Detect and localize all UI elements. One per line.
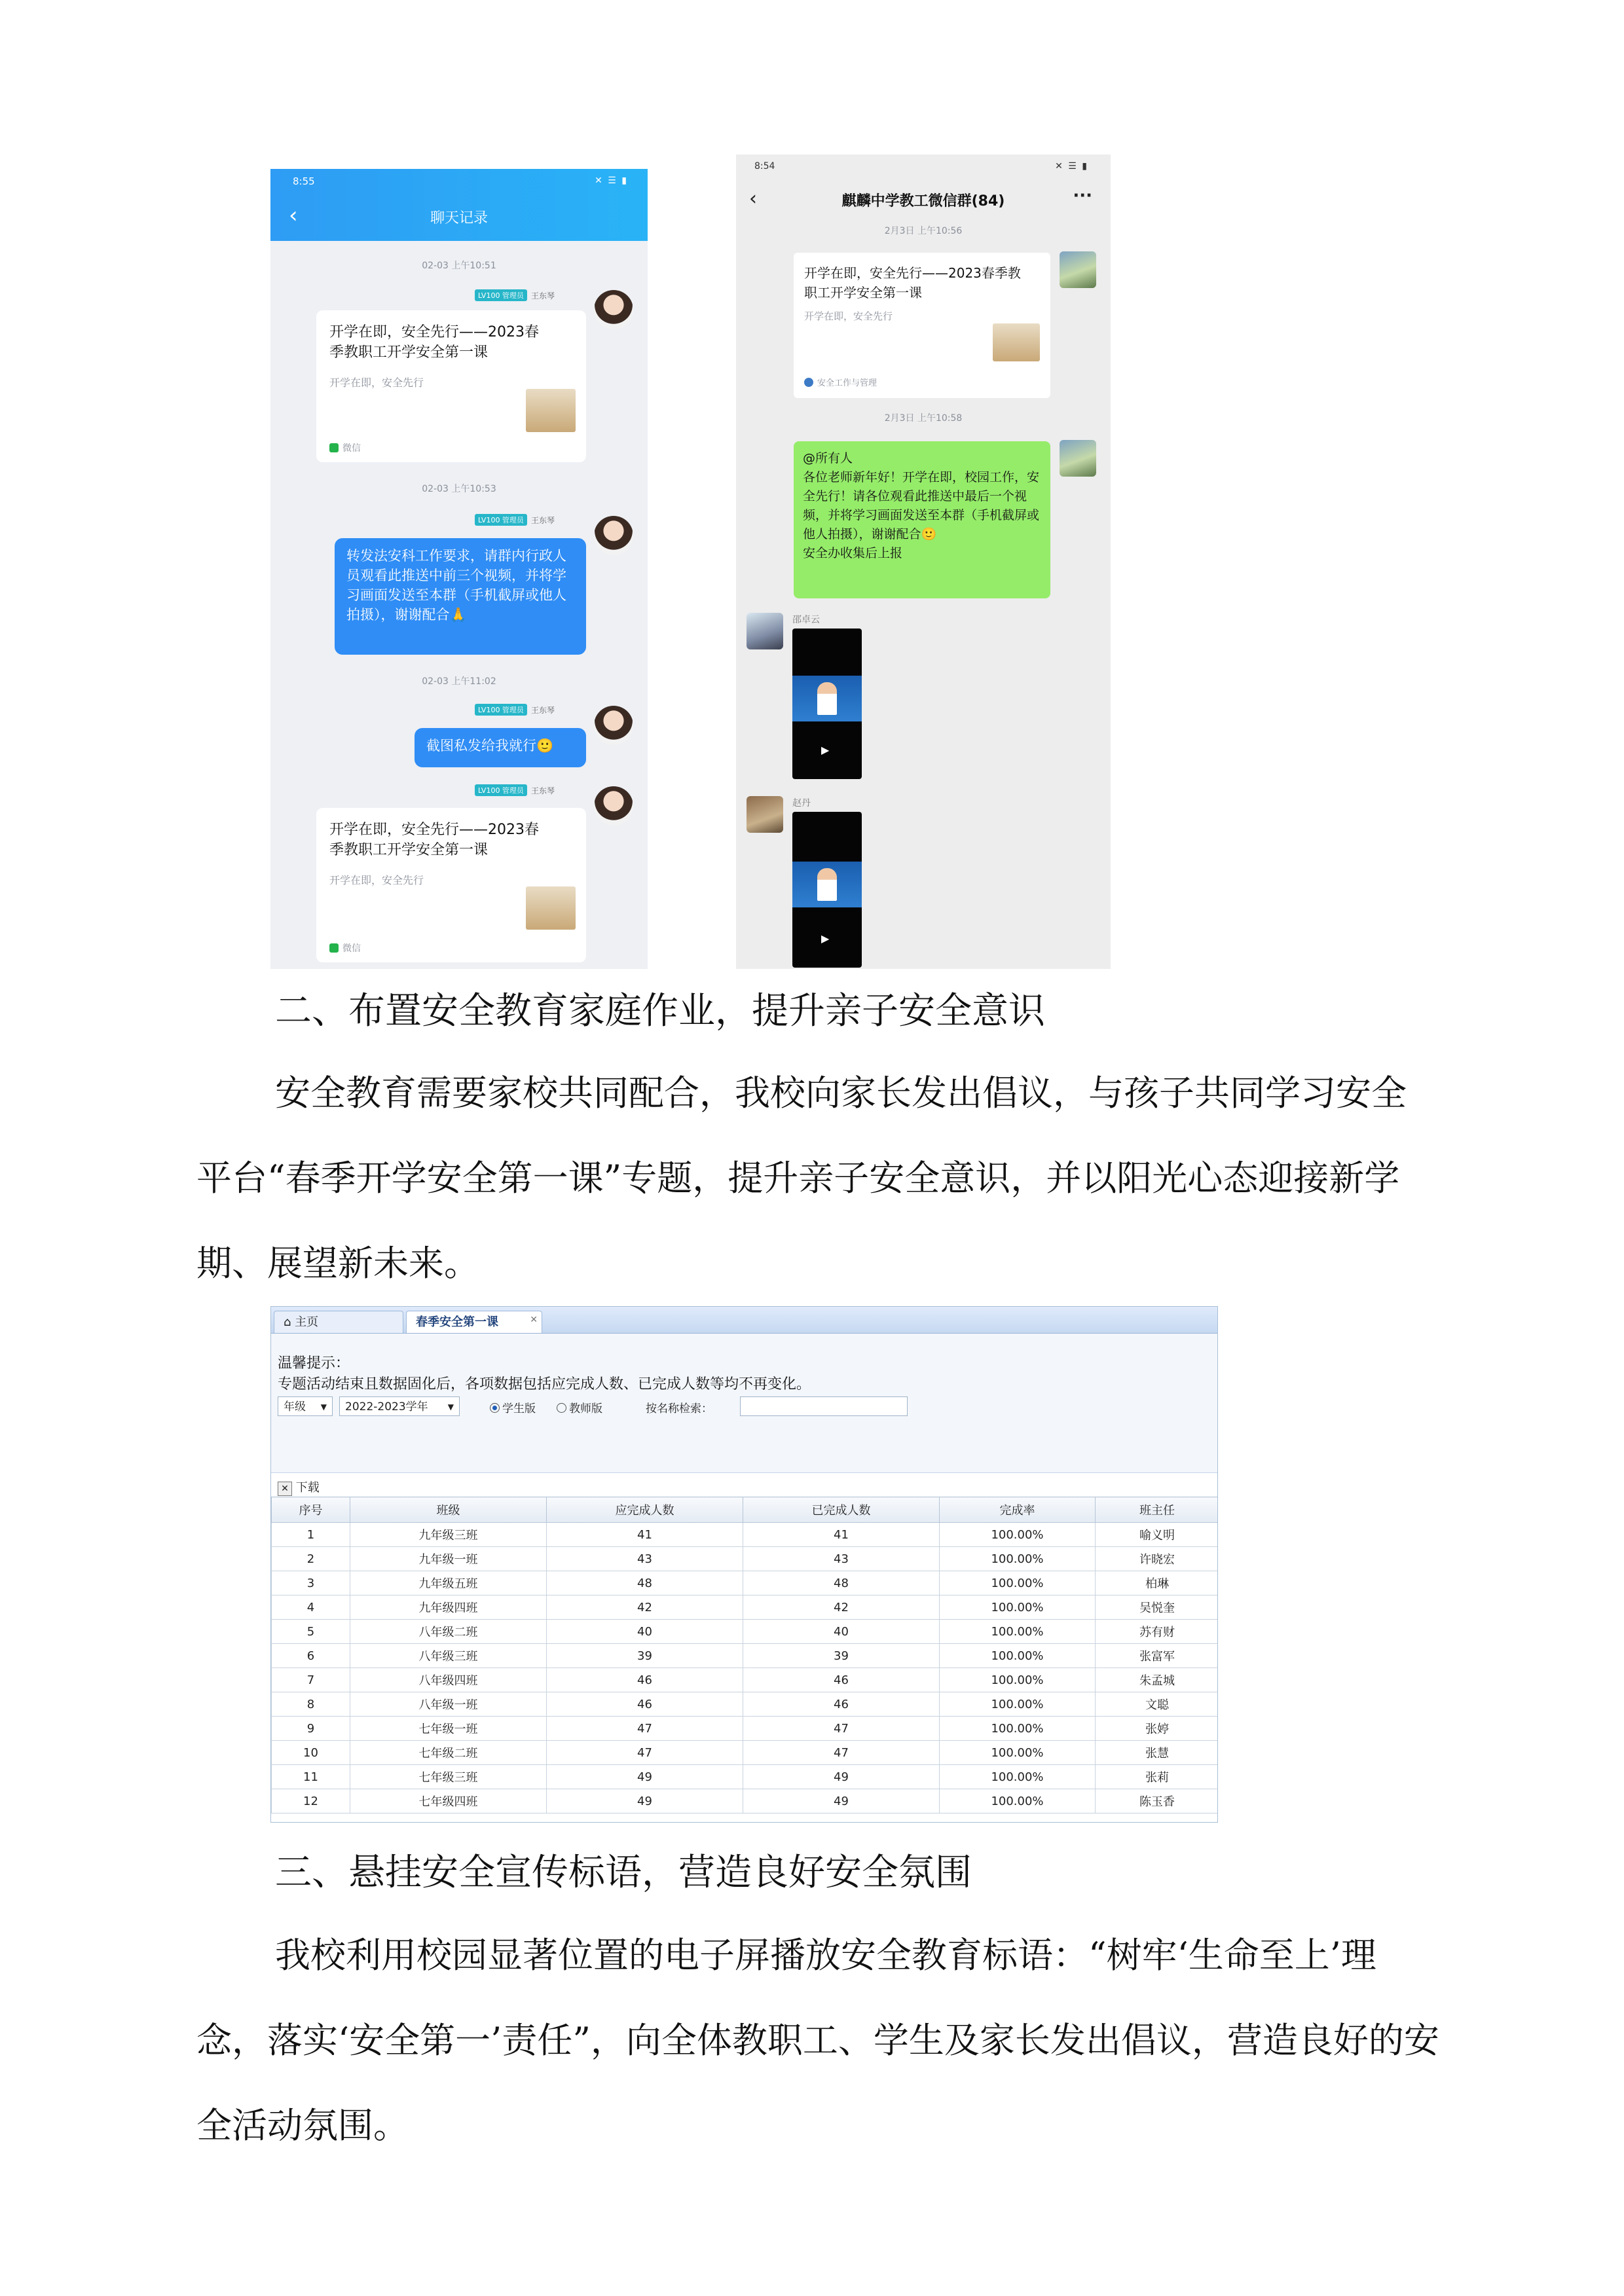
section-heading: 三、悬挂安全宣传标语，营造良好安全氛围 [275, 1851, 972, 1894]
status-icons: ✕ ☰ ▮ [1055, 161, 1088, 172]
table-cell: 苏有财 [1096, 1620, 1219, 1644]
column-header[interactable]: 班主任 [1096, 1497, 1219, 1523]
video-message[interactable] [792, 812, 862, 968]
download-icon: ✕ [278, 1482, 292, 1496]
table-row [272, 1644, 1219, 1668]
table-cell: 八年级二班 [350, 1620, 547, 1644]
text-message[interactable]: 转发法安科工作要求，请群内行政人员观看此推送中前三个视频，并将学习画面发送至本群（手机截屏或他人拍摄），谢谢配合🙏 [335, 538, 586, 655]
more-options-icon[interactable]: ··· [1073, 186, 1092, 206]
announcement-message[interactable]: @所有人 各位老师新年好！开学在即，校园工作，安全先行！请各位观看此推送中最后一个视频，并将学习画面发送至本群（手机截屏或他人拍摄），谢谢配合🙂 安全办收集后上报 [794, 441, 1050, 598]
column-header[interactable]: 应完成人数 [547, 1497, 743, 1523]
table-cell: 12 [272, 1789, 350, 1813]
table-cell: 43 [547, 1547, 743, 1571]
table-cell: 47 [547, 1717, 743, 1741]
table-cell: 100.00% [940, 1644, 1096, 1668]
sender-avatar[interactable] [594, 290, 633, 329]
table-cell: 喻义明 [1096, 1523, 1219, 1547]
video-message[interactable] [792, 629, 862, 779]
table-row [272, 1789, 1219, 1813]
video-presenter [817, 682, 837, 715]
message-timestamp: 02-03 上午10:51 [422, 261, 496, 271]
text-message[interactable]: 截图私发给我就行🙂 [415, 728, 586, 767]
article-card[interactable] [316, 808, 586, 962]
wechat-icon [329, 943, 339, 953]
card-thumbnail [526, 886, 576, 930]
school-year-value: 2022-2023学年 [345, 1400, 428, 1413]
table-cell: 100.00% [940, 1595, 1096, 1620]
card-thumbnail [993, 323, 1040, 361]
table-cell: 张莉 [1096, 1765, 1219, 1789]
table-cell: 49 [547, 1789, 743, 1813]
tip-text: 专题活动结束且数据固化后，各项数据包括应完成人数、已完成人数等均不再变化。 [278, 1376, 811, 1393]
table-header-row [272, 1497, 1219, 1523]
level-badge: LV100 管理员 [475, 514, 527, 526]
status-time: 8:55 [293, 175, 315, 187]
table-cell: 10 [272, 1741, 350, 1765]
table-cell: 八年级三班 [350, 1644, 547, 1668]
table-cell: 100.00% [940, 1717, 1096, 1741]
chevron-down-icon: ▼ [447, 1402, 454, 1412]
radio-unselected-icon [557, 1403, 566, 1413]
table-cell: 100.00% [940, 1547, 1096, 1571]
statistics-system-screenshot [270, 1306, 1218, 1823]
table-cell: 48 [547, 1571, 743, 1595]
table-cell: 4 [272, 1595, 350, 1620]
table-cell: 朱孟城 [1096, 1668, 1219, 1692]
table-row [272, 1717, 1219, 1741]
message-timestamp: 02-03 上午11:02 [422, 676, 496, 687]
close-tab-icon[interactable]: ✕ [530, 1315, 538, 1325]
table-row [272, 1547, 1219, 1571]
table-cell: 八年级四班 [350, 1668, 547, 1692]
table-row [272, 1620, 1219, 1644]
sender-avatar[interactable] [594, 786, 633, 826]
chat-history-header [270, 169, 648, 241]
table-cell: 100.00% [940, 1789, 1096, 1813]
sender-name: 王东琴 [530, 291, 555, 301]
card-title: 开学在即，安全先行——2023春季教职工开学安全第一课 [329, 324, 539, 361]
table-row [272, 1765, 1219, 1789]
tab-bar [271, 1307, 1217, 1334]
table-cell: 柏琳 [1096, 1571, 1219, 1595]
table-row [272, 1741, 1219, 1765]
table-cell: 七年级二班 [350, 1741, 547, 1765]
radio-teacher[interactable] [557, 1399, 602, 1415]
school-year-select[interactable] [339, 1396, 460, 1416]
table-cell: 文聪 [1096, 1692, 1219, 1717]
filter-panel [271, 1334, 1217, 1473]
table-cell: 46 [743, 1668, 940, 1692]
card-title: 开学在即，安全先行——2023春季教职工开学安全第一课 [329, 822, 539, 858]
table-cell: 46 [743, 1692, 940, 1717]
table-cell: 100.00% [940, 1523, 1096, 1547]
status-icons: ✕ ☰ ▮ [595, 175, 628, 186]
sender-name: 赵丹 [792, 798, 811, 809]
sender-avatar[interactable] [594, 516, 633, 555]
card-subtitle: 开学在即，安全先行 [329, 874, 424, 886]
grade-select[interactable] [278, 1396, 333, 1416]
table-row [272, 1595, 1219, 1620]
column-header[interactable]: 序号 [272, 1497, 350, 1523]
tab-active-label: 春季安全第一课 [416, 1315, 498, 1329]
card-subtitle: 开学在即，安全先行 [804, 310, 893, 322]
table-cell: 39 [547, 1644, 743, 1668]
table-cell: 48 [743, 1571, 940, 1595]
table-cell: 42 [743, 1595, 940, 1620]
table-cell: 3 [272, 1571, 350, 1595]
article-card[interactable] [794, 253, 1050, 398]
table-cell: 张慧 [1096, 1741, 1219, 1765]
table-body [272, 1523, 1219, 1813]
sender-meta [475, 784, 555, 796]
level-badge: LV100 管理员 [475, 704, 527, 716]
table-cell: 41 [743, 1523, 940, 1547]
card-subtitle: 开学在即，安全先行 [329, 376, 424, 389]
table-cell: 41 [547, 1523, 743, 1547]
table-cell: 100.00% [940, 1620, 1096, 1644]
table-cell: 九年级三班 [350, 1523, 547, 1547]
completion-table [271, 1497, 1218, 1813]
sender-meta [475, 514, 555, 526]
table-cell: 七年级三班 [350, 1765, 547, 1789]
table-cell: 九年级四班 [350, 1595, 547, 1620]
table-cell: 100.00% [940, 1571, 1096, 1595]
chat-history-screenshot [270, 169, 648, 969]
radio-student[interactable] [490, 1399, 536, 1415]
table-cell: 49 [547, 1765, 743, 1789]
sender-name: 王东琴 [530, 786, 555, 795]
download-button[interactable] [278, 1478, 320, 1496]
table-cell: 八年级一班 [350, 1692, 547, 1717]
back-arrow-icon[interactable]: ‹ [749, 187, 757, 210]
group-chat-screenshot [736, 155, 1111, 969]
sender-meta [475, 704, 555, 716]
sender-avatar[interactable] [1060, 440, 1096, 477]
table-cell: 七年级四班 [350, 1789, 547, 1813]
table-row [272, 1523, 1219, 1547]
chevron-down-icon: ▼ [320, 1402, 327, 1412]
table-cell: 九年级五班 [350, 1571, 547, 1595]
radio-teacher-label: 教师版 [569, 1402, 602, 1415]
level-badge: LV100 管理员 [475, 784, 527, 796]
card-source [329, 441, 361, 454]
level-badge: LV100 管理员 [475, 289, 527, 301]
card-title: 开学在即，安全先行——2023春季教职工开学安全第一课 [804, 265, 1021, 301]
sender-avatar[interactable] [1060, 251, 1096, 288]
status-time: 8:54 [754, 161, 775, 172]
sender-avatar[interactable] [594, 706, 633, 745]
message-timestamp: 02-03 上午10:53 [422, 484, 496, 494]
article-card[interactable] [316, 310, 586, 462]
table-cell: 42 [547, 1595, 743, 1620]
tip-title: 温馨提示： [278, 1355, 350, 1372]
table-cell: 1 [272, 1523, 350, 1547]
column-header[interactable]: 完成率 [940, 1497, 1096, 1523]
message-timestamp: 2月3日 上午10:56 [884, 226, 963, 236]
column-header[interactable]: 已完成人数 [743, 1497, 940, 1523]
table-cell: 张富军 [1096, 1644, 1219, 1668]
sender-name: 王东琴 [530, 705, 555, 715]
section-paragraph: 安全教育需要家校共同配合，我校向家长发出倡议，与孩子共同学习安全平台“春季开学安全第一课”专题，提升亲子安全意识，并以阳光心态迎接新学期、展望新未来。 [196, 1072, 1407, 1284]
wechat-icon [329, 443, 339, 452]
search-input[interactable] [740, 1396, 908, 1416]
table-cell: 40 [547, 1620, 743, 1644]
table-cell: 张婷 [1096, 1717, 1219, 1741]
card-source [329, 941, 361, 955]
radio-student-label: 学生版 [502, 1402, 536, 1415]
sender-meta [475, 289, 555, 301]
table-cell: 40 [743, 1620, 940, 1644]
table-cell: 2 [272, 1547, 350, 1571]
tab-home[interactable] [274, 1311, 403, 1333]
table-cell: 46 [547, 1692, 743, 1717]
tab-home-label: 主页 [295, 1315, 319, 1329]
search-label: 按名称检索： [646, 1402, 712, 1415]
play-icon[interactable]: ▶ [821, 744, 830, 756]
chat-history-title: 聊天记录 [430, 210, 488, 227]
table-cell: 7 [272, 1668, 350, 1692]
column-header[interactable]: 班级 [350, 1497, 547, 1523]
table-cell: 46 [547, 1668, 743, 1692]
sender-name: 邵卓云 [792, 615, 820, 625]
play-icon[interactable]: ▶ [821, 932, 830, 945]
card-source-label: 微信 [342, 443, 361, 454]
table-cell: 11 [272, 1765, 350, 1789]
table-cell: 47 [547, 1741, 743, 1765]
card-source-label: 安全工作与管理 [817, 378, 877, 388]
table-cell: 100.00% [940, 1692, 1096, 1717]
card-source-label: 微信 [342, 943, 361, 954]
section-heading: 二、布置安全教育家庭作业，提升亲子安全意识 [275, 990, 1045, 1032]
official-account-icon [804, 378, 813, 387]
card-source [804, 376, 877, 388]
table-cell: 49 [743, 1789, 940, 1813]
table-row [272, 1692, 1219, 1717]
message-timestamp: 2月3日 上午10:58 [884, 413, 963, 424]
table-cell: 39 [743, 1644, 940, 1668]
table-cell: 6 [272, 1644, 350, 1668]
table-cell: 九年级一班 [350, 1547, 547, 1571]
download-label: 下载 [295, 1481, 320, 1495]
grade-select-value: 年级 [284, 1400, 306, 1413]
table-cell: 100.00% [940, 1741, 1096, 1765]
card-thumbnail [526, 389, 576, 432]
table-cell: 47 [743, 1717, 940, 1741]
table-cell: 47 [743, 1741, 940, 1765]
video-presenter [817, 868, 837, 901]
tab-spring-safety[interactable] [406, 1311, 542, 1333]
sender-avatar[interactable] [747, 796, 783, 833]
table-cell: 许晓宏 [1096, 1547, 1219, 1571]
table-cell: 100.00% [940, 1668, 1096, 1692]
table-cell: 43 [743, 1547, 940, 1571]
sender-name: 王东琴 [530, 515, 555, 525]
table-cell: 吴悦奎 [1096, 1595, 1219, 1620]
group-title: 麒麟中学教工微信群(84) [841, 193, 1005, 210]
radio-selected-icon [490, 1403, 500, 1413]
back-arrow-icon[interactable]: ‹ [289, 202, 298, 228]
sender-avatar[interactable] [747, 613, 783, 649]
table-cell: 49 [743, 1765, 940, 1789]
table-row [272, 1668, 1219, 1692]
table-cell: 七年级一班 [350, 1717, 547, 1741]
table-cell: 8 [272, 1692, 350, 1717]
table-cell: 9 [272, 1717, 350, 1741]
table-cell: 100.00% [940, 1765, 1096, 1789]
table-cell: 5 [272, 1620, 350, 1644]
home-icon: ⌂ [284, 1315, 291, 1329]
table-row [272, 1571, 1219, 1595]
section-paragraph: 我校利用校园显著位置的电子屏播放安全教育标语：“树牢‘生命至上’理念，落实‘安全第一’责任”，向全体教职工、学生及家长发出倡议，营造良好的安全活动氛围。 [196, 1935, 1439, 2146]
table-cell: 陈玉香 [1096, 1789, 1219, 1813]
